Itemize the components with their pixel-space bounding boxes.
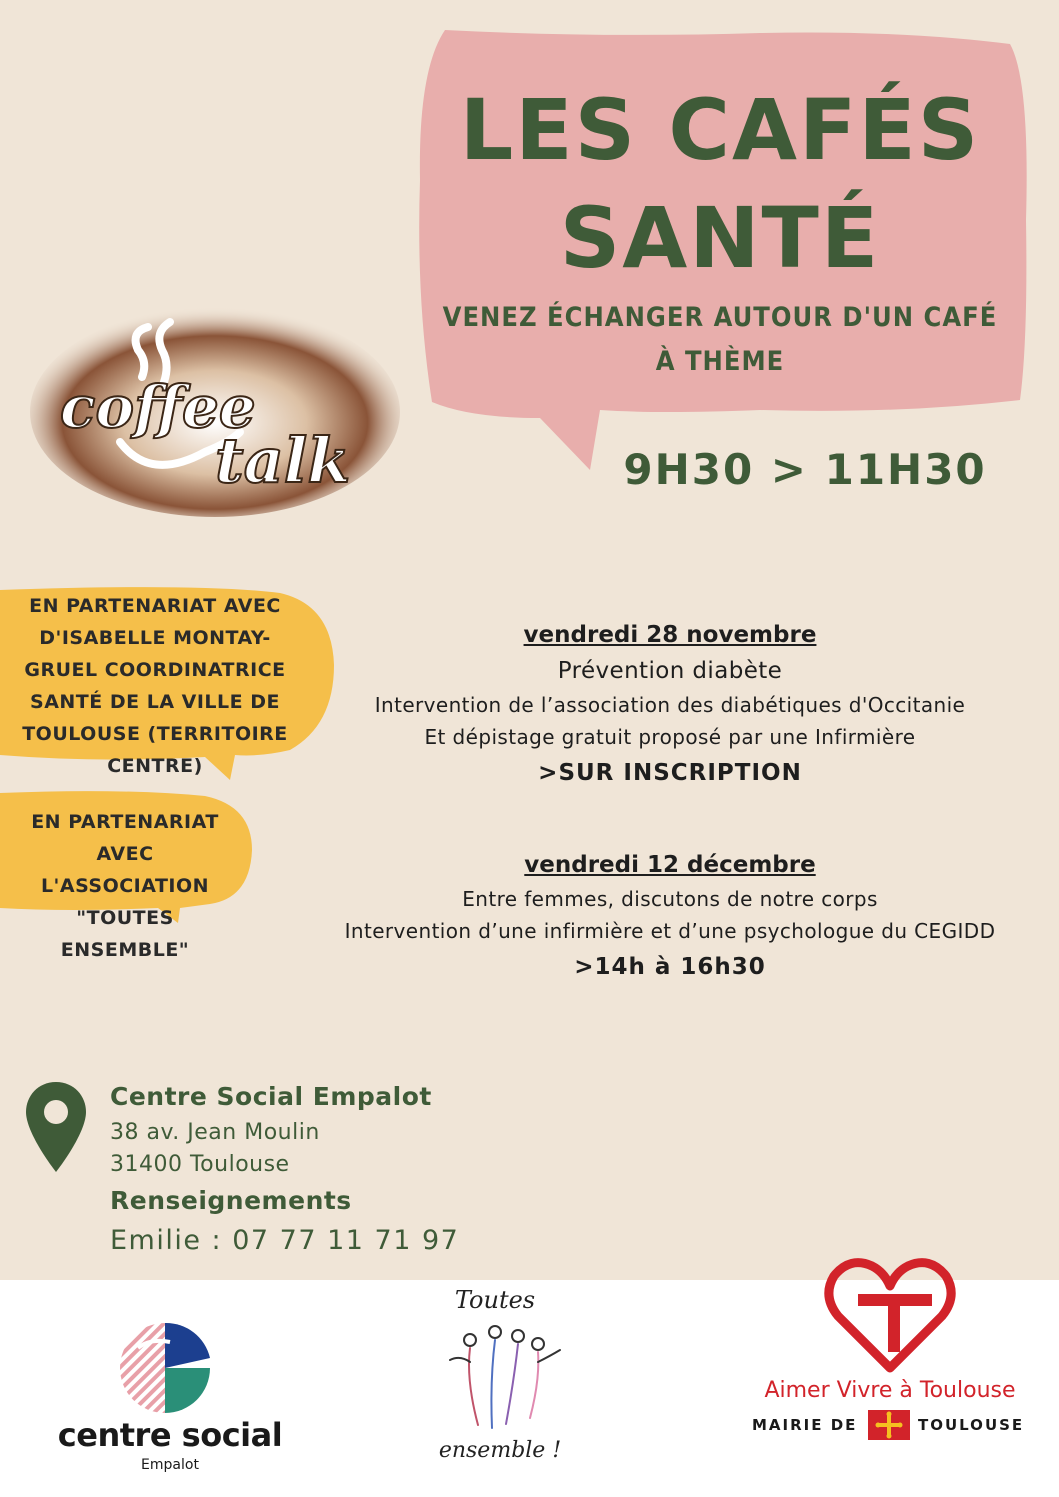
title-line-1: LES CAFÉS xyxy=(459,81,981,179)
info-title: Renseignements xyxy=(110,1186,352,1215)
occitan-cross-icon xyxy=(868,1410,910,1440)
title-line-2: SANTÉ xyxy=(559,189,881,287)
subtitle: VENEZ ÉCHANGER AUTOUR D'UN CAFÉ À THÈME xyxy=(442,302,998,377)
time-range: 9H30 > 11H30 xyxy=(623,445,987,494)
event-1-date: vendredi 28 novembre xyxy=(523,622,817,648)
event-2-line2: Intervention d’une infirmière et d’une psychologue du CEGIDD xyxy=(344,919,996,943)
toutes-ensemble-bottom: ensemble ! xyxy=(438,1438,562,1463)
mairie-slogan: Aimer Vivre à Toulouse xyxy=(764,1378,1016,1403)
partner-text-2: EN PARTENARIAT AVEC L'ASSOCIATION "TOUTES ENSEMBLE" xyxy=(31,811,219,961)
toutes-ensemble-top: Toutes xyxy=(454,1286,536,1314)
info-contact: Emilie : 07 77 11 71 97 xyxy=(110,1225,460,1256)
centre-social-sub: Empalot xyxy=(141,1457,199,1473)
centre-social-logo xyxy=(110,1318,220,1428)
coffee-talk-logo xyxy=(30,292,400,517)
address-name: Centre Social Empalot xyxy=(110,1082,432,1111)
event-1-topic: Prévention diabète xyxy=(557,658,783,684)
location-pin-icon xyxy=(24,1080,88,1174)
mairie-label-left: MAIRIE DE xyxy=(752,1416,858,1434)
event-1-note: >SUR INSCRIPTION xyxy=(538,760,802,786)
talk-word: talk xyxy=(215,424,351,497)
partner-text-1: EN PARTENARIAT AVEC D'ISABELLE MONTAY-GRUEL COORDINATRICE SANTÉ DE LA VILLE DE TOULOUSE (TERRITOIRE CENTRE) xyxy=(22,595,288,777)
mairie-label-right: TOULOUSE xyxy=(918,1416,1025,1434)
event-1-line2: Et dépistage gratuit proposé par une Infirmière xyxy=(424,725,916,749)
heart-t-icon xyxy=(820,1256,960,1376)
event-2-date: vendredi 12 décembre xyxy=(524,852,816,878)
centre-social-name: centre social xyxy=(57,1416,283,1454)
toutes-ensemble-figures xyxy=(440,1320,565,1435)
address-street: 38 av. Jean Moulin xyxy=(110,1120,320,1145)
event-1-line1: Intervention de l’association des diabétiques d'Occitanie xyxy=(374,693,966,717)
event-2-note: >14h à 16h30 xyxy=(574,954,766,980)
address-city: 31400 Toulouse xyxy=(110,1152,290,1177)
event-2-line1: Entre femmes, discutons de notre corps xyxy=(462,887,878,911)
coffee-word: coffee xyxy=(60,373,256,441)
